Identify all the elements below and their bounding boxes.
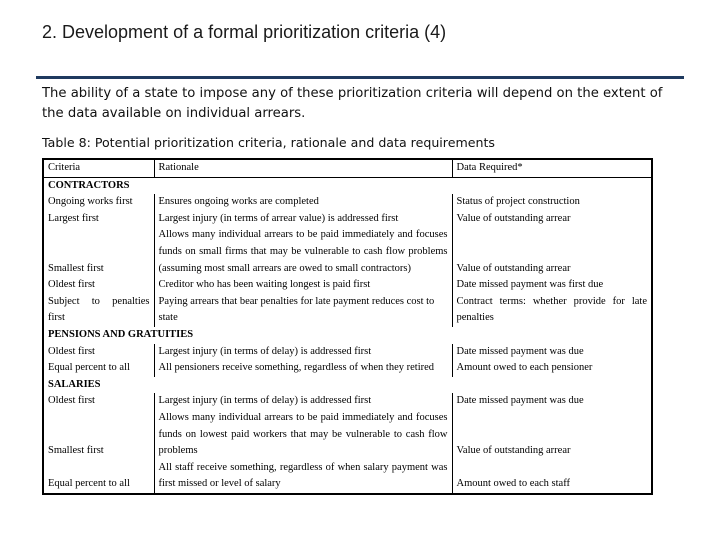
table-row (43, 211, 652, 228)
table-row (43, 227, 652, 277)
criteria-cell: Equal percent to all (43, 360, 154, 377)
rationale-cell: Paying arrears that bear penalties for late payment reduces cost to state (154, 294, 452, 327)
data-required-cell: Value of outstanding arrear (456, 262, 571, 274)
rationale-cell: Largest injury (in terms of delay) is addressed first (154, 393, 452, 410)
table-header-row (43, 159, 652, 177)
criteria-cell: Smallest first (43, 410, 154, 460)
table-row (43, 393, 652, 410)
rationale-cell: Ensures ongoing works are completed (154, 194, 452, 211)
rationale-cell: Allows many individual arrears to be paid immediately and focuses funds on small firms that may be vulnerable to cash flow problems (assuming most small arrears are owed to small contractors) (154, 227, 452, 277)
criteria-cell: Largest first (43, 211, 154, 228)
criteria-cell: Smallest first (43, 227, 154, 277)
criteria-cell: Oldest first (43, 344, 154, 361)
data-required-cell: Value of outstanding arrear (456, 445, 571, 457)
intro-paragraph: The ability of a state to impose any of these prioritization criteria will depend on the extent of the data available on individual arrears. (42, 86, 663, 121)
section-heading: PENSIONS AND GRATUITIES (48, 328, 194, 340)
data-required-cell: Date missed payment was due (456, 345, 584, 357)
table-row (43, 294, 652, 327)
rationale-cell: All pensioners receive something, regardless of when they retired (154, 360, 452, 377)
table-row (43, 410, 652, 460)
section-heading: CONTRACTORS (48, 179, 130, 191)
title-divider (36, 76, 684, 79)
criteria-cell: Subject to penalties first (43, 294, 154, 327)
section-row-salaries (43, 377, 652, 394)
rationale-cell: Largest injury (in terms of arrear value) is addressed first (154, 211, 452, 228)
criteria-cell: Oldest first (43, 277, 154, 294)
header-data-required: Data Required* (452, 159, 652, 177)
prioritization-table (42, 158, 653, 495)
data-required-cell: Date missed payment was due (456, 395, 584, 407)
criteria-cell: Oldest first (43, 393, 154, 410)
criteria-cell: Equal percent to all (43, 460, 154, 494)
data-required-cell: Status of project construction (456, 196, 580, 208)
table-row (43, 194, 652, 211)
slide-title: 2. Development of a formal prioritization criteria (4) (42, 22, 447, 42)
table-row (43, 360, 652, 377)
data-required-cell: Value of outstanding arrear (456, 212, 571, 224)
data-required-cell: Amount owed to each pensioner (456, 362, 593, 374)
rationale-cell: Creditor who has been waiting longest is paid first (154, 277, 452, 294)
table-caption: Table 8: Potential prioritization criteria, rationale and data requirements (42, 135, 495, 150)
section-row-contractors (43, 177, 652, 194)
header-rationale: Rationale (154, 159, 452, 177)
data-required-cell: Amount owed to each staff (456, 478, 571, 490)
table-row (43, 460, 652, 494)
table-row (43, 344, 652, 361)
table-row (43, 277, 652, 294)
rationale-cell: Allows many individual arrears to be paid immediately and focuses funds on lowest paid workers that may be vulnerable to cash flow problems (154, 410, 452, 460)
criteria-cell: Ongoing works first (43, 194, 154, 211)
rationale-cell: All staff receive something, regardless of when salary payment was first missed or level of salary (154, 460, 452, 494)
section-heading: SALARIES (48, 378, 101, 390)
header-criteria: Criteria (43, 159, 154, 177)
data-required-cell: Contract terms: whether provide for late penalties (456, 295, 647, 324)
section-row-pensions (43, 327, 652, 344)
data-required-cell: Date missed payment was first due (456, 279, 604, 291)
rationale-cell: Largest injury (in terms of delay) is addressed first (154, 344, 452, 361)
